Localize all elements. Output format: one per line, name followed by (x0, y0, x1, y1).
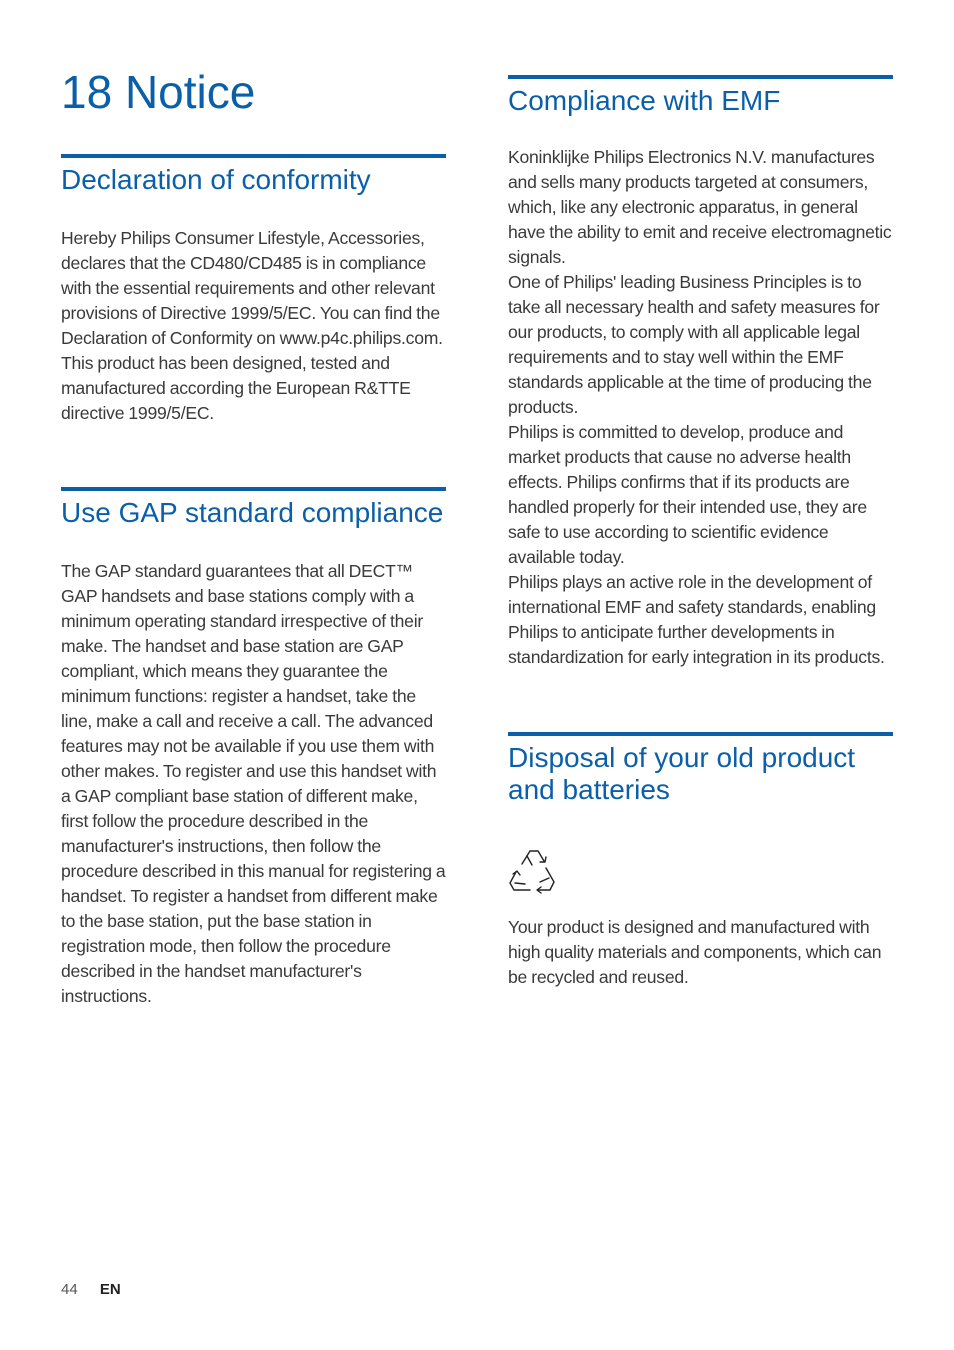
section-body-disposal (508, 915, 893, 990)
emf-paragraph: Koninklijke Philips Electronics N.V. manufactures and sells many products targeted at consumers, which, like any electronic apparatus, in general have the ability to emit and receive electromagnetic signals. (508, 147, 892, 267)
section-body-emf (508, 145, 893, 670)
section-rule (61, 154, 446, 158)
disposal-paragraph: Your product is designed and manufactured with high quality materials and components, which can be recycled and reused. (508, 917, 882, 987)
language-code: EN (99, 1281, 121, 1298)
section-body-declaration (61, 226, 446, 426)
section-rule (61, 487, 446, 491)
emf-paragraph: Philips is committed to develop, produce and market products that cause no adverse health effects. Philips confirms that if its products are handled properly for their intended use, they are safe to use according to scientific evidence available today. (508, 422, 867, 567)
page-number: 44 (61, 1281, 78, 1298)
section-declaration (61, 154, 446, 426)
section-body-gap (61, 559, 446, 1009)
section-rule (508, 732, 893, 736)
section-disposal (508, 732, 893, 806)
chapter-title: 18 Notice (61, 66, 256, 118)
section-emf (508, 75, 893, 670)
section-heading-gap: Use GAP standard compliance (61, 497, 444, 528)
section-heading-disposal: Disposal of your old product and batteries (508, 742, 856, 805)
section-gap (61, 487, 446, 1009)
recycle-icon (508, 846, 556, 896)
section-rule (508, 75, 893, 79)
declaration-paragraph: Hereby Philips Consumer Lifestyle, Accessories, declares that the CD480/CD485 is in compliance with the essential requirements and other relevant provisions of Directive 1999/5/EC. You can find the Declaration of Conformity on www.p4c.philips.com. (61, 228, 443, 348)
emf-paragraph: Philips plays an active role in the development of international EMF and safety standards, enabling Philips to anticipate further developments in standardization for early integration in its products. (508, 572, 885, 667)
declaration-paragraph: This product has been designed, tested and manufactured according the European R&TTE directive 1999/5/EC. (61, 353, 411, 423)
page-footer (61, 1280, 121, 1300)
section-disposal-body (508, 915, 893, 990)
emf-paragraph: One of Philips' leading Business Principles is to take all necessary health and safety measures for our products, to comply with all applicable legal requirements and to stay well within the EMF standards applicable at the time of producing the products. (508, 272, 880, 417)
section-heading-declaration: Declaration of conformity (61, 164, 371, 195)
section-heading-emf: Compliance with EMF (508, 85, 781, 116)
gap-paragraph: The GAP standard guarantees that all DECT™ GAP handsets and base stations comply with a minimum operating standard irrespective of their make. The handset and base station are GAP compliant, which means they guarantee the minimum functions: register a handset, take the line, make a call and receive a call. The advanced features may not be available if you use them with other makes. To register and use this handset with a GAP compliant base station of different make, first follow the procedure described in the manufacturer's instructions, then follow the procedure described in this manual for registering a handset. To register a handset from different make to the base station, put the base station in registration mode, then follow the procedure described in the handset manufacturer's instructions. (61, 561, 446, 1006)
